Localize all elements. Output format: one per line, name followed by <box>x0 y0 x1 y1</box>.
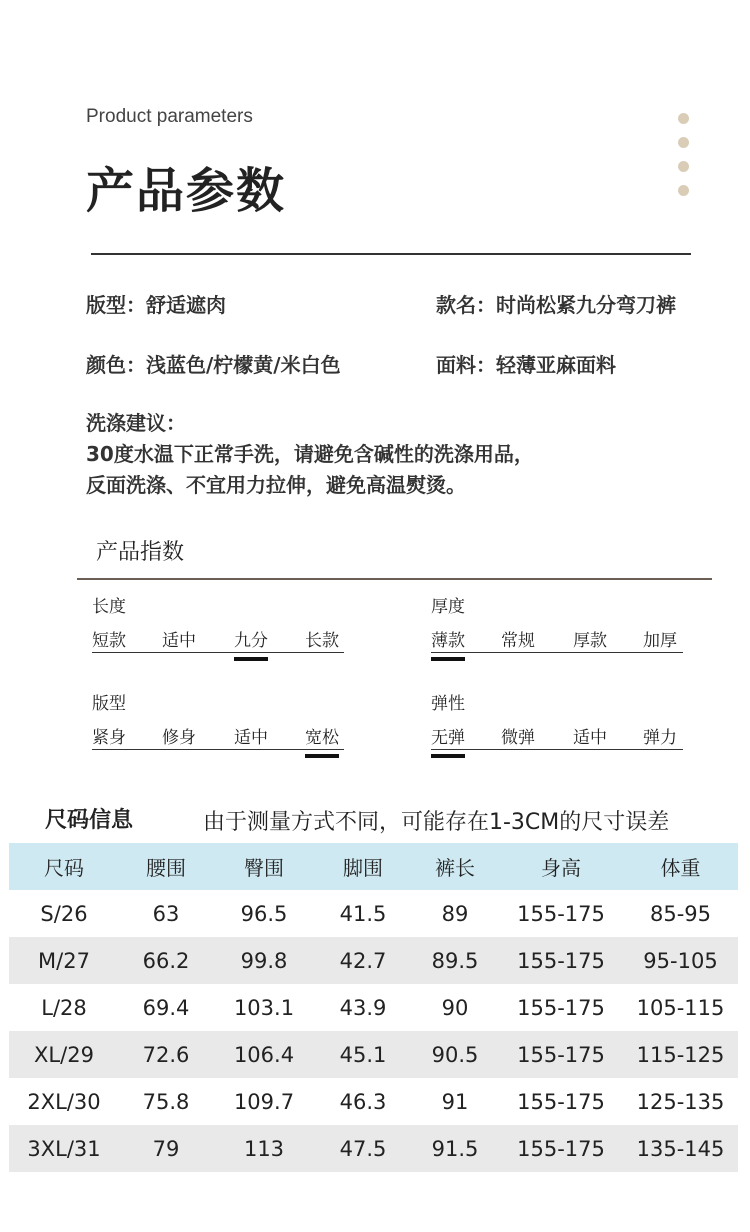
table-row <box>9 1031 738 1078</box>
param-fabric: 面料：轻薄亚麻面料 <box>436 353 616 377</box>
dot <box>678 185 689 196</box>
cell: 3XL/31 <box>9 1125 119 1172</box>
col-header: 脚围 <box>315 843 411 890</box>
cell: 75.8 <box>142 1089 190 1114</box>
dot <box>678 113 689 124</box>
cell: 95-105 <box>623 937 738 984</box>
param-colors: 颜色：浅蓝色/柠檬黄/米白色 <box>86 353 341 377</box>
col-header: 臀围 <box>213 843 315 890</box>
table-row <box>9 890 738 937</box>
col-header: 裤长 <box>411 843 499 890</box>
section-subtitle: Product parameters <box>86 106 253 127</box>
col-header: 尺码 <box>9 843 119 890</box>
scale-option: 适中 <box>234 728 268 748</box>
scale-option: 常规 <box>501 631 535 651</box>
cell: 113 <box>213 1125 315 1172</box>
col-header: 身高 <box>499 843 623 890</box>
cell: 79 <box>119 1125 213 1172</box>
scale-option: 微弹 <box>501 728 535 748</box>
cell: S/26 <box>40 901 88 926</box>
cell: 155-175 <box>499 1125 623 1172</box>
table-header-row <box>9 843 738 890</box>
decorative-dots <box>678 113 690 209</box>
cell: 45.1 <box>315 1031 411 1078</box>
size-table <box>9 843 738 1172</box>
scale-elasticity <box>431 723 683 750</box>
cell: 69.4 <box>142 995 190 1020</box>
scale-option: 适中 <box>162 631 196 651</box>
cell: 2XL/30 <box>27 1089 101 1114</box>
index-title: 产品指数 <box>96 540 185 565</box>
wash-instructions <box>86 408 534 501</box>
scale-option: 厚款 <box>573 631 607 651</box>
table-row <box>9 937 738 984</box>
cell: 90 <box>441 995 469 1020</box>
cell: 85-95 <box>649 901 712 926</box>
wash-heading: 洗涤建议： <box>86 411 186 435</box>
scale-label-fit: 版型 <box>92 694 126 714</box>
scale-option-selected: 薄款 <box>431 626 465 651</box>
cell: 72.6 <box>119 1031 213 1078</box>
cell: 66.2 <box>119 937 213 984</box>
cell: 90.5 <box>411 1031 499 1078</box>
col-header: 腰围 <box>119 843 213 890</box>
cell: 155-175 <box>517 995 605 1020</box>
cell: 155-175 <box>517 1089 605 1114</box>
wash-line: 反面洗涤、不宜用力拉伸，避免高温熨烫。 <box>86 473 466 497</box>
cell: 42.7 <box>315 937 411 984</box>
cell: M/27 <box>9 937 119 984</box>
divider <box>77 578 712 580</box>
scale-option: 短款 <box>92 631 126 651</box>
scale-option-selected: 无弹 <box>431 723 465 748</box>
cell: 91 <box>441 1089 469 1114</box>
cell: 115-125 <box>623 1031 738 1078</box>
cell: 91.5 <box>411 1125 499 1172</box>
scale-length <box>92 626 344 653</box>
cell: 99.8 <box>213 937 315 984</box>
param-style-name: 款名：时尚松紧九分弯刀裤 <box>436 293 676 317</box>
param-fit: 版型：舒适遮肉 <box>86 293 226 317</box>
scale-option: 修身 <box>162 728 196 748</box>
table-row <box>9 984 738 1031</box>
cell: 105-115 <box>636 995 725 1020</box>
scale-option: 弹力 <box>643 728 677 748</box>
cell: 109.7 <box>233 1089 295 1114</box>
dot <box>678 137 689 148</box>
cell: 155-175 <box>499 937 623 984</box>
cell: 106.4 <box>213 1031 315 1078</box>
table-row <box>9 1078 738 1125</box>
scale-label-length: 长度 <box>92 597 126 617</box>
cell: 155-175 <box>517 901 605 926</box>
table-row <box>9 1125 738 1172</box>
size-info-note: 由于测量方式不同，可能存在1-3CM的尺寸误差 <box>203 810 670 835</box>
scale-label-thickness: 厚度 <box>431 597 465 617</box>
cell: 135-145 <box>623 1125 738 1172</box>
cell: 47.5 <box>315 1125 411 1172</box>
cell: 125-135 <box>636 1089 725 1114</box>
cell: L/28 <box>41 995 87 1020</box>
cell: 46.3 <box>339 1089 387 1114</box>
cell: 89 <box>441 901 469 926</box>
cell: XL/29 <box>9 1031 119 1078</box>
cell: 43.9 <box>339 995 387 1020</box>
scale-option-selected: 宽松 <box>305 723 339 748</box>
scale-option: 加厚 <box>643 631 677 651</box>
dot <box>678 161 689 172</box>
scale-option-selected: 九分 <box>234 626 268 651</box>
cell: 96.5 <box>240 901 288 926</box>
scale-option: 适中 <box>573 728 607 748</box>
scale-thickness <box>431 626 683 653</box>
cell: 41.5 <box>339 901 387 926</box>
col-header: 体重 <box>623 843 738 890</box>
cell: 103.1 <box>233 995 295 1020</box>
scale-option: 紧身 <box>92 728 126 748</box>
page-title: 产品参数 <box>86 163 287 219</box>
scale-label-elasticity: 弹性 <box>431 694 465 714</box>
scale-option: 长款 <box>305 631 339 651</box>
scale-fit <box>92 723 344 750</box>
divider <box>91 253 691 255</box>
cell: 155-175 <box>499 1031 623 1078</box>
cell: 63 <box>152 901 180 926</box>
cell: 89.5 <box>411 937 499 984</box>
wash-line: 30度水温下正常手洗，请避免含碱性的洗涤用品， <box>86 442 534 466</box>
size-info-heading: 尺码信息 <box>45 808 134 833</box>
